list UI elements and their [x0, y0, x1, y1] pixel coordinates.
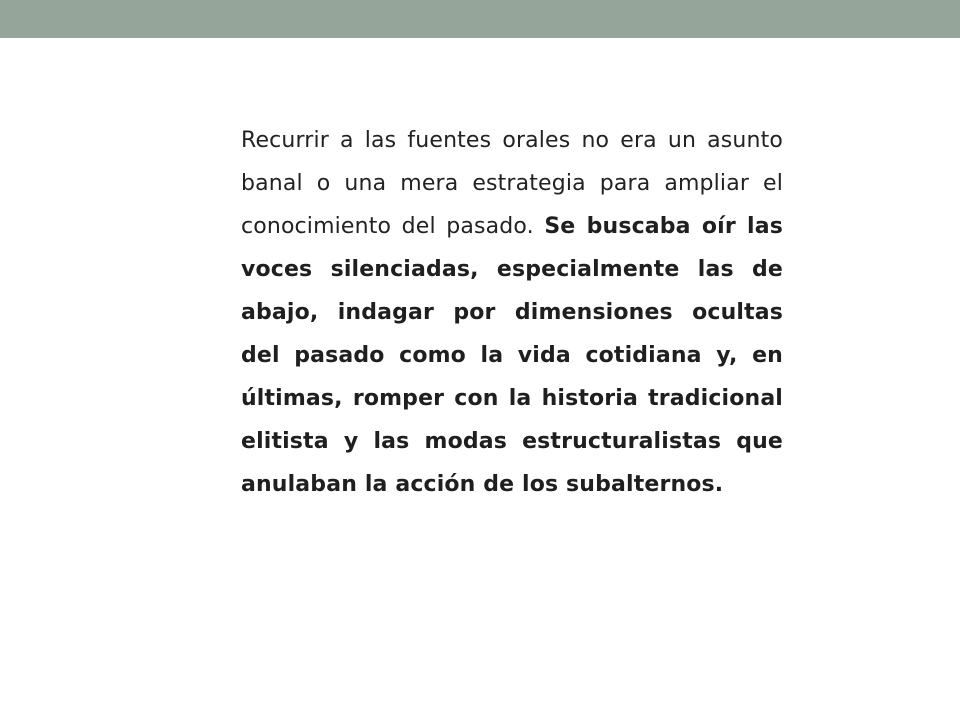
body-paragraph — [241, 119, 783, 506]
top-header-band — [0, 0, 960, 38]
paragraph-regular-text: Recurrir a las fuentes orales no era un asunto banal o una mera estrategia para ampliar el conocimiento del pasado. — [241, 128, 783, 239]
paragraph-bold-text: Se buscaba oír las voces silenciadas, especialmente las de abajo, indagar por dimensiones ocultas del pasado como la vida cotidiana y, en últimas, romper con la historia tradicional elitista y las modas estructuralistas que anulaban la acción de los subalternos. — [241, 214, 783, 497]
